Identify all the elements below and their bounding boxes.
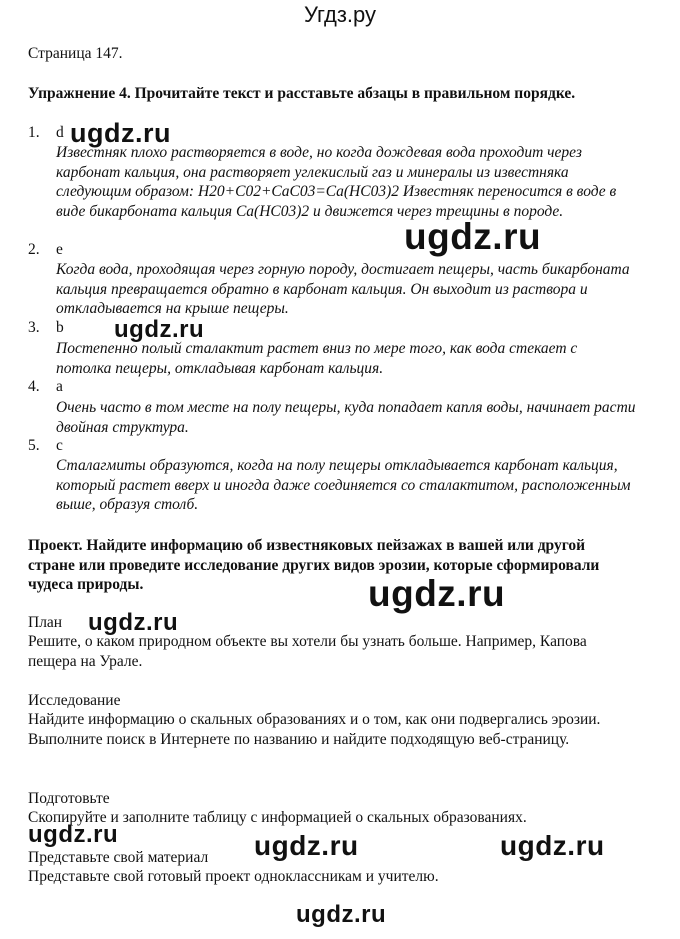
section-text: Решите, о каком природном объекте вы хотели бы узнать больше. Например, Капова пещера на Урале. <box>28 633 587 670</box>
item-letter: c <box>56 437 63 454</box>
project-title: Проект. Найдите информацию об известняковых пейзажах в вашей или другой стране или проведите исследование других видов эрозии, которые сформировали чудеса природы. <box>28 537 600 593</box>
section-text: Найдите информацию о скальных образованиях и о том, как они подвергались эрозии. Выполните поиск в Интернете по названию и найдите подходящую веб-страницу. <box>28 711 601 748</box>
watermark: ugdz.ru <box>368 573 506 614</box>
item-number: 1. <box>28 124 40 141</box>
watermark: ugdz.ru <box>404 216 542 257</box>
watermark: ugdz.ru <box>88 609 179 636</box>
page-reference: Страница 147. <box>28 45 123 62</box>
watermark: ugdz.ru <box>500 830 605 861</box>
exercise-title: Упражнение 4. Прочитайте текст и расставьте абзацы в правильном порядке. <box>28 85 576 102</box>
item-text: Сталагмиты образуются, когда на полу пещеры откладывается карбонат кальция, который растет вверх и иногда даже соединяется со сталактитом, расположенным выше, образуя столб. <box>56 457 631 514</box>
item-letter: d <box>56 124 64 141</box>
section-heading: Исследование <box>28 692 121 709</box>
watermark: ugdz.ru <box>114 316 205 343</box>
section-heading: Представьте свой материал <box>28 849 209 866</box>
watermark: ugdz.ru <box>254 830 359 861</box>
item-letter: e <box>56 241 63 258</box>
item-letter: b <box>56 319 64 336</box>
item-number: 3. <box>28 319 40 336</box>
item-number: 4. <box>28 378 40 395</box>
item-text: Известняк плохо растворяется в воде, но когда дождевая вода проходит через карбонат кальция, она растворяет углекислый газ и минералы из известняка следующим образом: H20+C02+CaC03=Ca(HC03)2 Известняк переносится в воде в виде бикарбоната кальция Ca(HC03)2 и движется через трещины в породе. <box>56 144 617 220</box>
site-title: Угдз.ру <box>303 2 377 27</box>
item-number: 5. <box>28 437 40 454</box>
watermark: ugdz.ru <box>296 901 387 928</box>
item-text: Постепенно полый сталактит растет вниз по мере того, как вода стекает с потолка пещеры, откладывая карбонат кальция. <box>56 340 578 377</box>
item-text: Очень часто в том месте на полу пещеры, куда попадает капля воды, начинает расти двойная структура. <box>56 399 636 436</box>
item-text: Когда вода, проходящая через горную породу, достигает пещеры, часть бикарбоната кальция превращается обратно в карбонат кальция. Он выходит из раствора и откладывается на крыше пещеры. <box>56 261 630 318</box>
watermark: ugdz.ru <box>28 821 119 848</box>
section-text: Представьте свой готовый проект одноклассникам и учителю. <box>28 868 439 885</box>
section-heading: Подготовьте <box>28 790 110 807</box>
watermark: ugdz.ru <box>70 118 171 148</box>
section-text: Скопируйте и заполните таблицу с информацией о скальных образованиях. <box>28 809 527 826</box>
item-letter: a <box>56 378 63 395</box>
item-number: 2. <box>28 241 40 258</box>
section-heading: План <box>28 614 63 631</box>
